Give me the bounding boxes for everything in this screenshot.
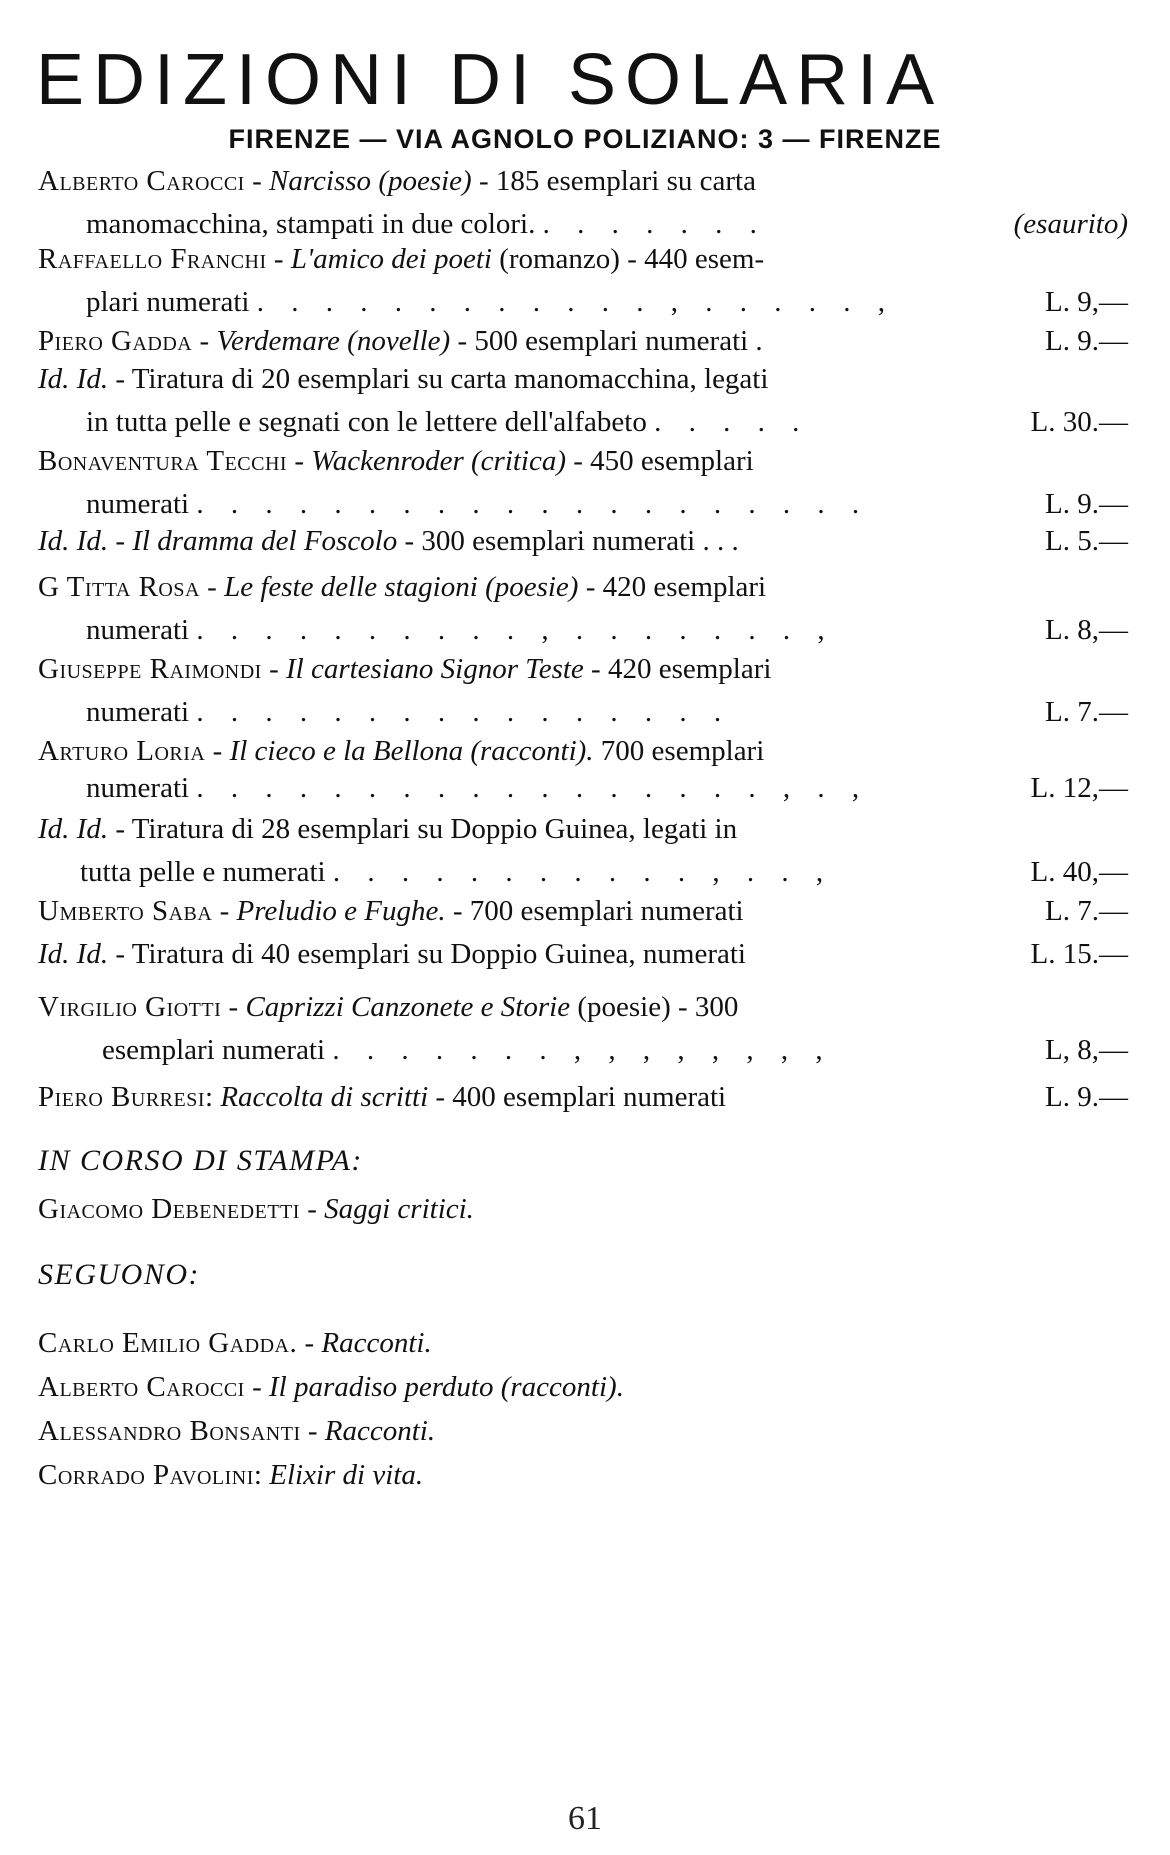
catalog-entry: Bonaventura Tecchi - Wackenroder (critica) - 450 esemplari numerati . . . . . . . . . . . . . . . . . . . . L. 9.— <box>38 440 1128 526</box>
entry-title: Wackenroder <box>311 445 464 477</box>
entry-author: Giacomo Debenedetti <box>38 1193 300 1225</box>
publisher-address: FIRENZE — VIA AGNOLO POLIZIANO: 3 — FIRENZE <box>228 124 942 154</box>
entry-price: L. 9,— <box>1045 286 1128 318</box>
entry-genre: (poesie) <box>485 571 579 603</box>
entry-author: Corrado Pavolini <box>38 1459 254 1491</box>
entry-author: Raffaello Franchi <box>38 243 267 275</box>
catalog-entry: Umberto Saba - Preludio e Fughe. - 700 esemplari numerati L. 7.— <box>38 890 1128 933</box>
catalog-entry <box>38 808 1128 894</box>
entry-title: Racconti. <box>324 1415 436 1447</box>
entry-title: Saggi critici. <box>324 1193 474 1225</box>
entry-description: - 420 esemplari <box>578 571 767 603</box>
leader-dots: . . . . . . . <box>542 208 767 240</box>
entry-author: Virgilio Giotti <box>38 991 222 1023</box>
entry-author: G Titta Rosa <box>38 571 200 603</box>
entry-description: - 420 esemplari <box>583 653 772 685</box>
entry-genre: (racconti). <box>500 1371 624 1403</box>
following-entry: Alessandro Bonsanti - Racconti. <box>38 1415 436 1447</box>
entry-description: - 400 esemplari numerati <box>428 1081 727 1113</box>
entry-price: L. 30.— <box>1030 406 1128 438</box>
entry-description: in tutta pelle e segnati con le lettere dell'alfabeto <box>86 406 647 438</box>
forthcoming-entry: Giacomo Debenedetti - Saggi critici. <box>38 1193 474 1225</box>
section-heading-following: SEGUONO: <box>38 1258 200 1291</box>
entry-title: Le feste delle stagioni <box>224 571 478 603</box>
catalog-entry: Virgilio Giotti - Caprizzi Canzonete e Storie (poesie) - 300 esemplari numerati . . . . . . . , , , , , , , , L, 8,— <box>38 986 1128 1072</box>
entry-description: - 500 esemplari numerati . <box>450 325 763 357</box>
entry-description: numerati <box>86 772 190 804</box>
entry-title: Il cieco e la Bellona <box>229 735 464 767</box>
entry-price: L. 8,— <box>1045 614 1128 646</box>
entry-title: Raccolta di scritti <box>220 1081 429 1113</box>
entry-genre: (racconti). <box>470 735 594 767</box>
entry-title: Elixir di vita. <box>269 1459 424 1491</box>
following-entry: Corrado Pavolini: Elixir di vita. <box>38 1459 424 1491</box>
catalog-entry: Giuseppe Raimondi - Il cartesiano Signor Teste - 420 esemplari numerati . . . . . . . . . . . . . . . . L. 7.— <box>38 648 1128 734</box>
entry-description: - 700 esemplari numerati <box>445 895 744 927</box>
entry-price: (esaurito) <box>1013 208 1128 240</box>
entry-title: Narcisso <box>269 165 372 197</box>
catalog-entry <box>38 358 1128 444</box>
entry-author: Alberto Carocci <box>38 165 245 197</box>
page-number: 61 <box>568 1800 602 1837</box>
entry-author: Piero Burresi <box>38 1081 206 1113</box>
leader-dots: . . . . . . . . . . . . . . . . <box>196 696 732 728</box>
entry-title: Il paradiso perduto <box>269 1371 494 1403</box>
entry-description: tutta pelle e numerati <box>80 856 326 888</box>
entry-title: Preludio e Fughe. <box>236 895 446 927</box>
following-entry: Alberto Carocci - Il paradiso perduto (racconti). <box>38 1371 624 1403</box>
catalog-entry: Raffaello Franchi - L'amico dei poeti (romanzo) - 440 esem- plari numerati . . . . . . . . . . . . , . . . . . , L. 9,— <box>38 238 1128 324</box>
entry-title: L'amico dei poeti <box>290 243 492 275</box>
entry-author: Id. Id. <box>38 938 109 970</box>
entry-author: Alessandro Bonsanti <box>38 1415 301 1447</box>
entry-title: Racconti. <box>321 1327 432 1359</box>
entry-description: esemplari numerati <box>102 1034 326 1066</box>
entry-author: Piero Gadda <box>38 325 193 357</box>
leader-dots: . . . . . . . . . . . . . . . . . . . . <box>196 488 870 520</box>
entry-description: - Tiratura di 40 esemplari su Doppio Guinea, numerati <box>108 938 746 970</box>
leader-dots: . . . . . <box>654 406 810 438</box>
entry-price: L. 15.— <box>1030 938 1128 970</box>
entry-price: L. 7.— <box>1045 696 1128 728</box>
section-heading-in-press: IN CORSO DI STAMPA: <box>38 1144 363 1177</box>
entry-price: L. 9.— <box>1045 1081 1128 1113</box>
entry-genre: (poesie) <box>577 991 671 1023</box>
entry-description: 700 esemplari <box>593 735 765 767</box>
catalog-entry: Id. Id. - Il dramma del Foscolo - 300 esemplari numerati . . . L. 5.— <box>38 520 1128 563</box>
entry-author: Id. Id. <box>38 813 109 845</box>
entry-title: Caprizzi Canzonete e Storie <box>245 991 571 1023</box>
leader-dots: . . . . . . . . . . . . , . . . . . , <box>256 286 895 318</box>
entry-title: Verdemare <box>216 325 340 357</box>
entry-title: Il dramma del Foscolo <box>132 525 398 557</box>
entry-author: Carlo Emilio Gadda. <box>38 1327 298 1359</box>
leader-dots: . . . . . . . , , , , , , , , <box>332 1034 833 1066</box>
leader-dots: . . . . . . . . . . . . . . . . . , . , <box>196 772 870 804</box>
entry-author: Alberto Carocci <box>38 1371 245 1403</box>
leader-dots: . . . . . . . . . . . , . . , <box>332 856 834 888</box>
entry-description: numerati <box>86 488 190 520</box>
entry-price: L. 9.— <box>1045 325 1128 357</box>
entry-title: Il cartesiano Signor Teste <box>286 653 584 685</box>
catalog-entry <box>38 933 1128 976</box>
catalog-entry: Arturo Loria - Il cieco e la Bellona (racconti). 700 esemplari numerati . . . . . . . . . . . . . . . . . , . , L. 12,— <box>38 730 1128 810</box>
entry-author: Umberto Saba <box>38 895 213 927</box>
following-entry: Carlo Emilio Gadda. - Racconti. <box>38 1327 432 1359</box>
catalog-entry: Piero Gadda - Verdemare (novelle) - 500 esemplari numerati . L. 9.— <box>38 320 1128 363</box>
page-title: EDIZIONI DI SOLARIA <box>36 40 944 120</box>
entry-author: Arturo Loria <box>38 735 206 767</box>
entry-description: plari numerati <box>86 286 250 318</box>
entry-description: - 440 esem- <box>619 243 765 275</box>
entry-price: L. 9.— <box>1045 488 1128 520</box>
entry-author: Bonaventura Tecchi <box>38 445 288 477</box>
catalog-entry: G Titta Rosa - Le feste delle stagioni (poesie) - 420 esemplari numerati . . . . . . . . . . , . . . . . . . , L. 8,— <box>38 566 1128 652</box>
entry-price: L. 7.— <box>1045 895 1128 927</box>
catalog-entry: Alberto Carocci - Narcisso (poesie) - 185 esemplari su carta manomacchina, stampati in due colori. . . . . . . . (esaurito) <box>38 160 1128 246</box>
entry-price: L. 5.— <box>1045 525 1128 557</box>
entry-price: L. 12,— <box>1030 772 1128 804</box>
entry-description: - Tiratura di 20 esemplari su carta manomacchina, legati <box>108 363 769 395</box>
entry-author: Id. Id. <box>38 363 109 395</box>
entry-description: manomacchina, stampati in due colori. <box>86 208 536 240</box>
entry-description: - 450 esemplari <box>566 445 754 477</box>
entry-genre: (novelle) <box>347 325 451 357</box>
leader-dots: . . . . . . . . . . , . . . . . . . , <box>196 614 835 646</box>
entry-genre: (poesie) <box>378 165 472 197</box>
entry-genre: (romanzo) <box>499 243 620 275</box>
entry-description: - 185 esemplari su carta <box>471 165 756 197</box>
entry-description: numerati <box>86 696 190 728</box>
entry-description: - 300 esemplari numerati . . . <box>397 525 739 557</box>
entry-price: L. 40,— <box>1030 856 1128 888</box>
entry-price: L, 8,— <box>1045 1034 1128 1066</box>
entry-author: Id. Id. <box>38 525 109 557</box>
entry-description: - Tiratura di 28 esemplari su Doppio Guinea, legati in <box>108 813 738 845</box>
entry-description: - 300 <box>670 991 739 1023</box>
catalog-entry: Piero Burresi: Raccolta di scritti - 400 esemplari numerati L. 9.— <box>38 1076 1128 1119</box>
entry-genre: (critica) <box>471 445 567 477</box>
entry-description: numerati <box>86 614 190 646</box>
entry-author: Giuseppe Raimondi <box>38 653 262 685</box>
